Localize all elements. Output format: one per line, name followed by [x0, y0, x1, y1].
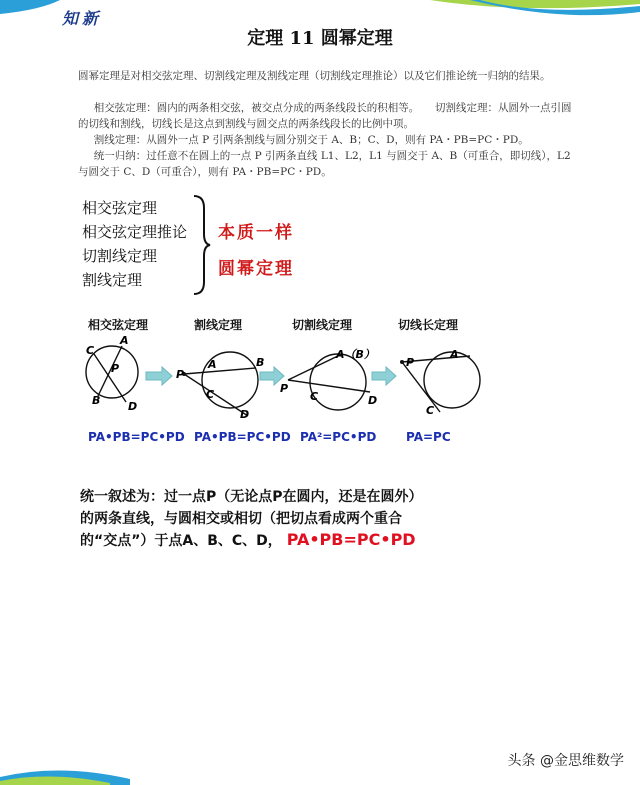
point-label: A（B）	[336, 348, 375, 361]
arrow-icon	[146, 367, 172, 385]
tangent-secant-diagram	[280, 348, 377, 410]
essence-label: 本质一样	[218, 223, 294, 243]
intersecting-chords-diagram	[86, 334, 138, 413]
logo-text: 知新	[62, 9, 103, 28]
tangent-length-diagram	[400, 348, 480, 417]
theorem-list-item: 割线定理	[82, 271, 143, 289]
point-label: A	[120, 334, 129, 347]
point-label: P	[280, 382, 289, 395]
unify-formula: PA•PB=PC•PD	[286, 530, 416, 549]
formula-label: PA•PB=PC•PD	[88, 430, 185, 444]
power-theorem-label: 圆幂定理	[218, 259, 294, 279]
formula-label: PA=PC	[406, 430, 451, 444]
theorem-list	[82, 196, 187, 292]
page-title: 定理 11 圆幂定理	[247, 28, 393, 49]
unify-paragraph: 统一归纳：过任意不在圆上的一点 P 引两条直线 L1、L2，L1 与圆交于 A、B（可重合，即切线），L2 与圆交于 C、D（可重合），则有 PA・PB=PC・PD。	[78, 150, 571, 178]
diagram-label: 相交弦定理	[88, 318, 149, 332]
point-label: C	[86, 344, 95, 357]
watermark-text: 头条 @金思维数学	[507, 753, 624, 769]
theorem-paragraph: 相交弦定理：圆内的两条相交弦，被交点分成的两条线段长的积相等。 切割线定理：从圆外一点引圆的切线和割线，切线长是这点到割线与圆交点的两条线段长的比例中项。	[78, 102, 572, 130]
point-label: C	[206, 388, 215, 401]
unify-line-3	[80, 530, 416, 550]
unify-line-text: 的“交点”）于点A、B、C、D，	[80, 533, 282, 549]
point-label: B	[92, 394, 101, 407]
arrow-icon	[372, 367, 396, 385]
secant-diagram	[176, 352, 264, 421]
formula-label: PA•PB=PC•PD	[194, 430, 291, 444]
theorem-list-item: 切割线定理	[82, 247, 158, 265]
unify-line: 统一叙述为：过一点P（无论点P在圆内，还是在圆外）	[80, 489, 423, 505]
header-left-swoosh	[0, 0, 60, 14]
geometry-diagrams	[80, 332, 500, 424]
formula-label: PA²=PC•PD	[300, 430, 377, 444]
point-label: D	[128, 400, 138, 413]
secant-paragraph: 割线定理：从圆外一点 P 引两条割线与圆分别交于 A、B；C、D，则有 PA・PB=PC・PD。	[93, 134, 529, 146]
point-label: P	[111, 362, 120, 375]
point-label: C	[426, 404, 435, 417]
theorem-list-item: 相交弦定理推论	[82, 223, 188, 241]
point-label: D	[240, 408, 250, 421]
theorem-list-item: 相交弦定理	[82, 199, 158, 217]
diagram-label: 切割线定理	[292, 318, 353, 332]
point-label: A	[208, 358, 217, 371]
unify-line: 的两条直线，与圆相交或相切（把切点看成两个重合	[80, 511, 402, 527]
point-label: P	[406, 356, 415, 369]
point-label: D	[368, 394, 378, 407]
diagram-label: 切线长定理	[398, 318, 459, 332]
point-label: A	[450, 348, 459, 361]
point-label: B	[256, 356, 265, 369]
point-label: C	[310, 390, 319, 403]
diagram-label: 割线定理	[194, 318, 243, 332]
point-label: P	[176, 368, 185, 381]
intro-paragraph: 圆幂定理是对相交弦定理、切割线定理及割线定理（切割线定理推论）以及它们推论统一归纳的结果。	[78, 70, 551, 82]
curly-brace	[190, 194, 212, 296]
header-right-swoosh-green	[430, 0, 640, 8]
